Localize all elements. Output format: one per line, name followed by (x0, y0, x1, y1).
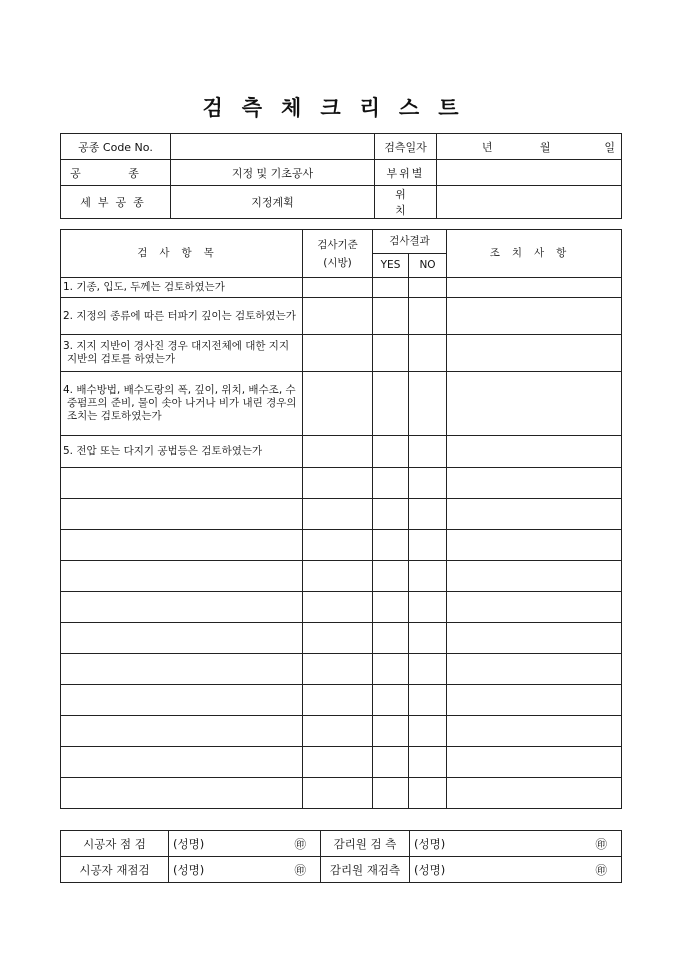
supervisor-check-name[interactable]: (성명) (410, 831, 484, 857)
empty-row (61, 530, 622, 561)
standard-header-line1: 검사기준 (317, 238, 358, 251)
yes-cell[interactable] (373, 747, 409, 778)
item-cell[interactable] (61, 778, 303, 809)
no-cell[interactable] (409, 716, 447, 747)
no-cell[interactable] (409, 298, 447, 335)
yes-cell[interactable] (373, 298, 409, 335)
work-type-label: 공 종 (61, 160, 171, 186)
action-header: 조치사항 (447, 230, 622, 278)
supervisor-recheck-name[interactable]: (성명) (410, 857, 484, 883)
location-label: 위 치 (375, 186, 437, 219)
location-value[interactable] (437, 186, 622, 219)
no-cell[interactable] (409, 747, 447, 778)
standard-cell[interactable] (303, 747, 373, 778)
standard-cell[interactable] (303, 778, 373, 809)
action-cell[interactable] (447, 499, 622, 530)
no-cell[interactable] (409, 499, 447, 530)
standard-cell[interactable] (303, 278, 373, 298)
action-cell[interactable] (447, 372, 622, 436)
empty-row (61, 654, 622, 685)
action-cell[interactable] (447, 778, 622, 809)
standard-cell[interactable] (303, 436, 373, 468)
page-title: 검측체크리스트 (202, 95, 478, 120)
signature-table (60, 830, 622, 883)
no-header: NO (409, 254, 447, 278)
yes-cell[interactable] (373, 372, 409, 436)
contractor-recheck-name[interactable]: (성명) (169, 857, 259, 883)
standard-cell[interactable] (303, 530, 373, 561)
contractor-recheck-seal: ㊞ (259, 857, 321, 883)
standard-cell[interactable] (303, 468, 373, 499)
contractor-check-label: 시공자 점 검 (61, 831, 169, 857)
sub-work-value[interactable]: 지정계획 (171, 186, 375, 219)
action-cell[interactable] (447, 716, 622, 747)
yes-cell[interactable] (373, 716, 409, 747)
action-cell[interactable] (447, 436, 622, 468)
inspection-date-label: 검측일자 (375, 134, 437, 160)
sub-work-label: 세부공종 (61, 186, 171, 219)
yes-cell[interactable] (373, 592, 409, 623)
date-day[interactable]: 일 (561, 134, 622, 160)
no-cell[interactable] (409, 561, 447, 592)
result-header: 검사결과 (373, 230, 447, 254)
action-cell[interactable] (447, 335, 622, 372)
standard-cell[interactable] (303, 654, 373, 685)
no-cell[interactable] (409, 372, 447, 436)
yes-cell[interactable] (373, 561, 409, 592)
standard-cell[interactable] (303, 298, 373, 335)
no-cell[interactable] (409, 778, 447, 809)
supervisor-recheck-seal: ㊞ (484, 857, 622, 883)
empty-row (61, 592, 622, 623)
item-cell[interactable] (61, 623, 303, 654)
no-cell[interactable] (409, 436, 447, 468)
action-cell[interactable] (447, 278, 622, 298)
item-cell[interactable] (61, 747, 303, 778)
yes-cell[interactable] (373, 278, 409, 298)
yes-cell[interactable] (373, 530, 409, 561)
no-cell[interactable] (409, 623, 447, 654)
empty-row (61, 747, 622, 778)
supervisor-recheck-label: 감리원 재검측 (321, 857, 410, 883)
item-cell[interactable] (61, 685, 303, 716)
items-header: 검사항목 (61, 230, 303, 278)
yes-cell[interactable] (373, 499, 409, 530)
part-value[interactable] (437, 160, 622, 186)
empty-row (61, 685, 622, 716)
contractor-recheck-label: 시공자 재점검 (61, 857, 169, 883)
action-cell[interactable] (447, 468, 622, 499)
supervisor-check-label: 감리원 검 측 (321, 831, 410, 857)
checklist-item: 1. 기종, 입도, 두께는 검토하였는가 (61, 278, 303, 298)
work-code-value[interactable] (171, 134, 375, 160)
checklist-item: 3. 지지 지반이 경사진 경우 대지전체에 대한 지지 지반의 검토를 하였는가 (61, 335, 303, 372)
standard-header-line2: (시방) (323, 256, 352, 269)
item-cell[interactable] (61, 654, 303, 685)
yes-header: YES (373, 254, 409, 278)
standard-cell[interactable] (303, 372, 373, 436)
empty-row (61, 778, 622, 809)
checklist-item: 5. 전압 또는 다지기 공법등은 검토하였는가 (61, 436, 303, 468)
empty-row (61, 468, 622, 499)
checklist-item: 4. 배수방법, 배수도랑의 폭, 깊이, 위치, 배수조, 수중펌프의 준비, 물이 솟아 나거나 비가 내린 경우의 조치는 검토하였는가 (61, 372, 303, 436)
item-cell[interactable] (61, 561, 303, 592)
work-code-label: 공종 Code No. (61, 134, 171, 160)
action-cell[interactable] (447, 592, 622, 623)
empty-row (61, 499, 622, 530)
yes-cell[interactable] (373, 623, 409, 654)
standard-cell[interactable] (303, 335, 373, 372)
yes-cell[interactable] (373, 468, 409, 499)
standard-cell[interactable] (303, 716, 373, 747)
action-cell[interactable] (447, 298, 622, 335)
no-cell[interactable] (409, 685, 447, 716)
empty-row (61, 561, 622, 592)
empty-row (61, 716, 622, 747)
action-cell[interactable] (447, 530, 622, 561)
work-type-value[interactable]: 지정 및 기초공사 (171, 160, 375, 186)
checklist-table (60, 229, 622, 809)
empty-row (61, 623, 622, 654)
part-label: 부위별 (375, 160, 437, 186)
no-cell[interactable] (409, 530, 447, 561)
no-cell[interactable] (409, 335, 447, 372)
standard-header (303, 230, 373, 278)
yes-cell[interactable] (373, 335, 409, 372)
date-year[interactable]: 년 (437, 134, 499, 160)
yes-cell[interactable] (373, 685, 409, 716)
standard-cell[interactable] (303, 623, 373, 654)
item-cell[interactable] (61, 468, 303, 499)
yes-cell[interactable] (373, 436, 409, 468)
item-cell[interactable] (61, 592, 303, 623)
action-cell[interactable] (447, 747, 622, 778)
action-cell[interactable] (447, 654, 622, 685)
contractor-check-name[interactable]: (성명) (169, 831, 259, 857)
supervisor-check-seal: ㊞ (484, 831, 622, 857)
standard-cell[interactable] (303, 561, 373, 592)
action-cell[interactable] (447, 561, 622, 592)
checklist-item: 2. 지정의 종류에 따른 터파기 깊이는 검토하였는가 (61, 298, 303, 335)
no-cell[interactable] (409, 278, 447, 298)
yes-cell[interactable] (373, 778, 409, 809)
contractor-check-seal: ㊞ (259, 831, 321, 857)
no-cell[interactable] (409, 592, 447, 623)
standard-cell[interactable] (303, 685, 373, 716)
header-table (60, 133, 622, 219)
item-cell[interactable] (61, 530, 303, 561)
date-month[interactable]: 월 (499, 134, 561, 160)
action-cell[interactable] (447, 685, 622, 716)
item-cell[interactable] (61, 499, 303, 530)
standard-cell[interactable] (303, 499, 373, 530)
item-cell[interactable] (61, 716, 303, 747)
no-cell[interactable] (409, 654, 447, 685)
action-cell[interactable] (447, 623, 622, 654)
no-cell[interactable] (409, 468, 447, 499)
standard-cell[interactable] (303, 592, 373, 623)
yes-cell[interactable] (373, 654, 409, 685)
